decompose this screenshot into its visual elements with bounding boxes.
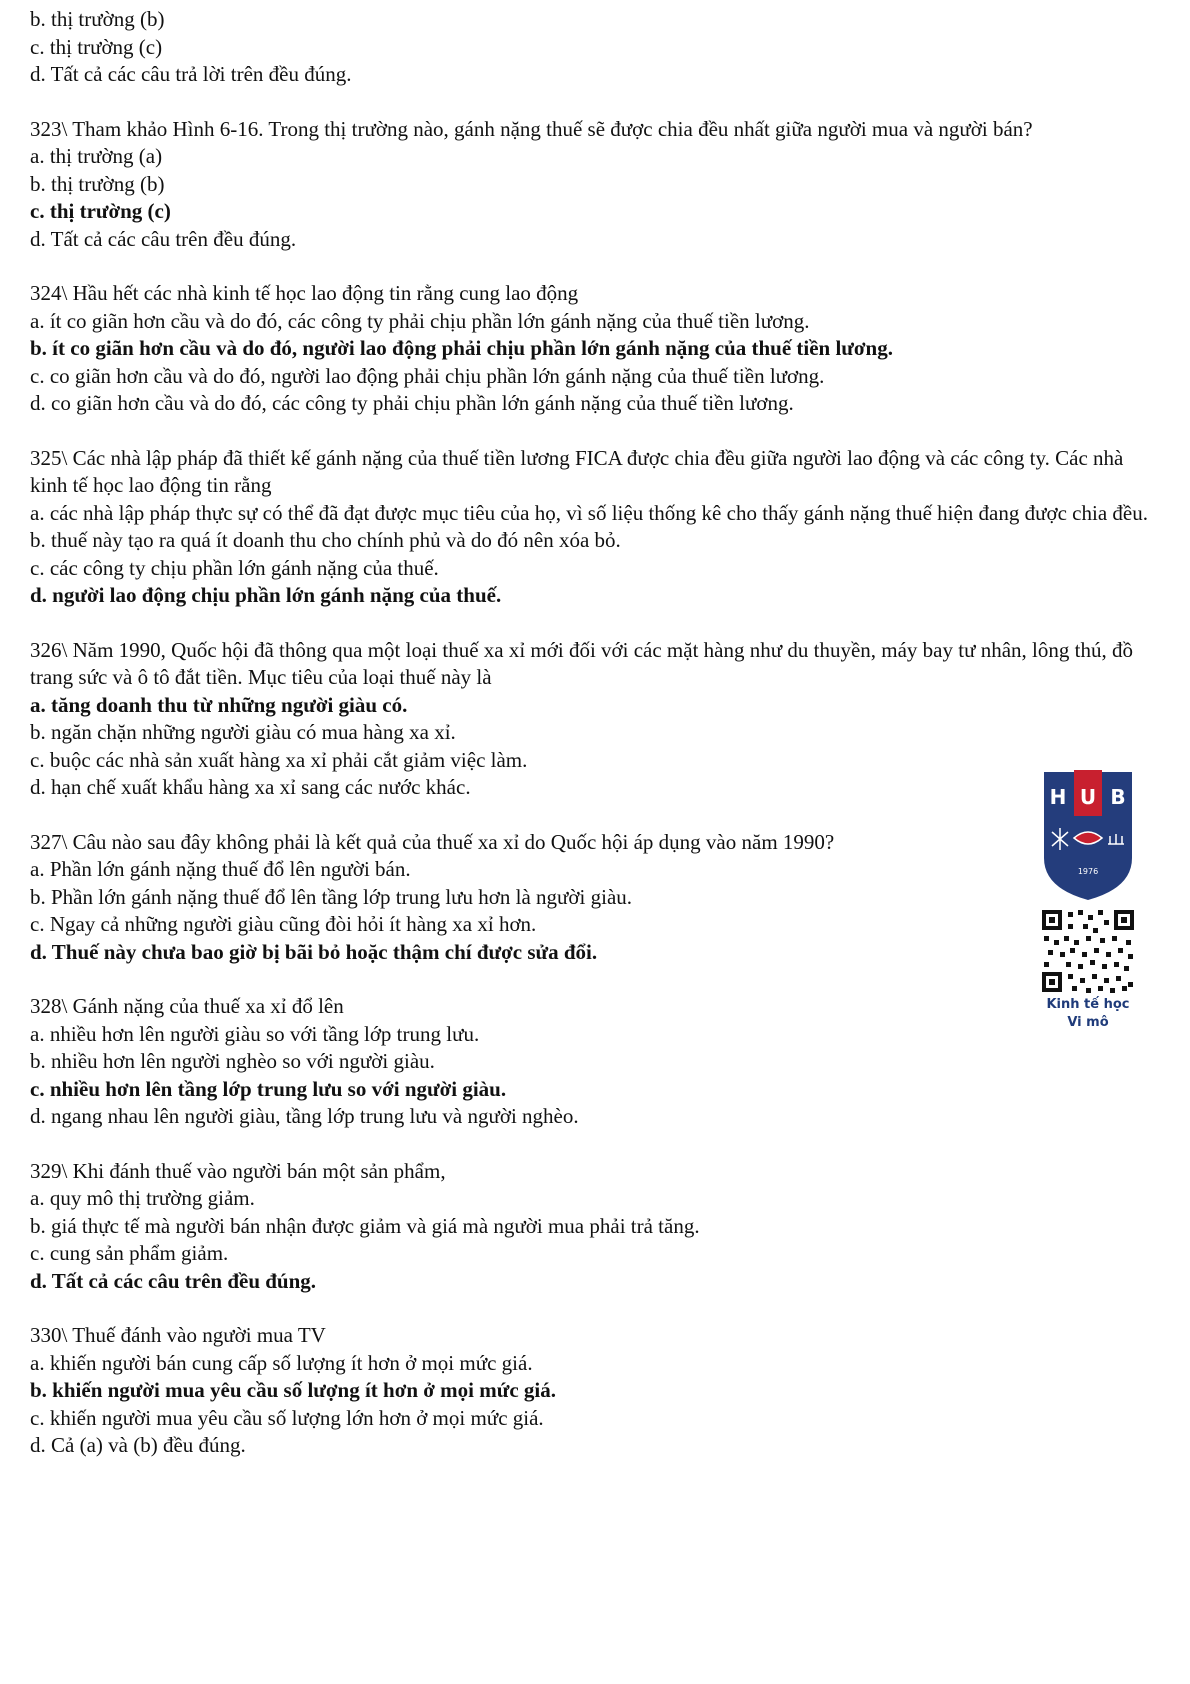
- text-line: a. ít co giãn hơn cầu và do đó, các công ty phải chịu phần lớn gánh nặng của thuế tiền lương.: [30, 308, 810, 333]
- answer-correct-line: b. ít co giãn hơn cầu và do đó, người lao động phải chịu phần lớn gánh nặng của thuế tiền lương.: [30, 336, 893, 360]
- text-line: 325\ Các nhà lập pháp đã thiết kế gánh nặng của thuế tiền lương FICA được chia đều giữa người lao động và các công ty. Các nhà kinh tế học lao động tin rằng: [30, 445, 1124, 497]
- text-line: c. buộc các nhà sản xuất hàng xa xỉ phải cắt giảm việc làm.: [30, 747, 528, 772]
- text-line: b. ngăn chặn những người giàu có mua hàng xa xỉ.: [30, 720, 456, 744]
- answer-correct-line: d. người lao động chịu phần lớn gánh nặng của thuế.: [30, 583, 502, 607]
- text-line: 329\ Khi đánh thuế vào người bán một sản phẩm,: [30, 1158, 446, 1183]
- text-line: a. các nhà lập pháp thực sự có thể đã đạt được mục tiêu của họ, vì số liệu thống kê cho thấy gánh nặng thuế hiện đang được chia đều.: [30, 500, 1148, 525]
- document-body: [30, 6, 1170, 1460]
- text-line: c. khiến người mua yêu cầu số lượng lớn hơn ở mọi mức giá.: [30, 1405, 544, 1430]
- text-line: b. giá thực tế mà người bán nhận được giảm và giá mà người mua phải trả tăng.: [30, 1213, 700, 1238]
- text-line: 326\ Năm 1990, Quốc hội đã thông qua một loại thuế xa xỉ mới đối với các mặt hàng như du thuyền, máy bay tư nhân, lông thú, đồ trang sức và ô tô đắt tiền. Mục tiêu của loại thuế này là: [30, 637, 1133, 689]
- paragraph-gap: [30, 1131, 1170, 1158]
- logo-caption-title: Kinh tế học: [1046, 997, 1130, 1012]
- text-line: b. nhiều hơn lên người nghèo so với người giàu.: [30, 1049, 435, 1073]
- text-line: 324\ Hầu hết các nhà kinh tế học lao động tin rằng cung lao động: [30, 281, 579, 305]
- text-line: 327\ Câu nào sau đây không phải là kết quả của thuế xa xỉ do Quốc hội áp dụng vào năm 1990?: [30, 829, 835, 854]
- answer-correct-line: c. nhiều hơn lên tầng lớp trung lưu so với người giàu.: [30, 1076, 507, 1101]
- paragraph-gap: [30, 89, 1170, 116]
- text-line: a. nhiều hơn lên người giàu so với tầng lớp trung lưu.: [30, 1021, 480, 1046]
- paragraph-gap: [30, 1295, 1170, 1322]
- answer-correct-line: d. Thuế này chưa bao giờ bị bãi bỏ hoặc thậm chí được sửa đổi.: [30, 939, 598, 964]
- text-line: a. thị trường (a): [30, 144, 163, 168]
- text-line: d. Cả (a) và (b) đều đúng.: [30, 1433, 246, 1457]
- qr-code-icon: [1038, 906, 1138, 996]
- text-line: d. Tất cả các câu trên đều đúng.: [30, 226, 297, 251]
- paragraph-gap: [30, 966, 1170, 993]
- text-line: b. thị trường (b): [30, 171, 165, 196]
- text-line: a. khiến người bán cung cấp số lượng ít hơn ở mọi mức giá.: [30, 1350, 533, 1375]
- paragraph-gap: [30, 253, 1170, 280]
- text-line: c. các công ty chịu phần lớn gánh nặng của thuế.: [30, 555, 439, 580]
- text-line: c. cung sản phẩm giảm.: [30, 1241, 229, 1265]
- logo-caption-subtitle: Vi mô: [1067, 1015, 1109, 1030]
- text-line: c. thị trường (c): [30, 34, 163, 59]
- text-line: d. ngang nhau lên người giàu, tầng lớp trung lưu và người nghèo.: [30, 1104, 579, 1128]
- text-line: d. co giãn hơn cầu và do đó, các công ty phải chịu phần lớn gánh nặng của thuế tiền lương.: [30, 391, 794, 415]
- text-line: 328\ Gánh nặng của thuế xa xỉ đổ lên: [30, 994, 344, 1018]
- text-line: 330\ Thuế đánh vào người mua TV: [30, 1323, 326, 1347]
- text-line: c. co giãn hơn cầu và do đó, người lao động phải chịu phần lớn gánh nặng của thuế tiền lương.: [30, 363, 825, 388]
- text-line: b. Phần lớn gánh nặng thuế đổ lên tầng lớp trung lưu hơn là người giàu.: [30, 884, 633, 909]
- paragraph-gap: [30, 418, 1170, 445]
- hub-logo: [1038, 770, 1138, 1032]
- text-line: 323\ Tham khảo Hình 6-16. Trong thị trường nào, gánh nặng thuế sẽ được chia đều nhất giữa người mua và người bán?: [30, 116, 1033, 141]
- answer-correct-line: c. thị trường (c): [30, 199, 171, 223]
- text-line: b. thuế này tạo ra quá ít doanh thu cho chính phủ và do đó nên xóa bỏ.: [30, 528, 621, 552]
- answer-correct-line: b. khiến người mua yêu cầu số lượng ít hơn ở mọi mức giá.: [30, 1378, 556, 1402]
- text-line: d. Tất cả các câu trả lời trên đều đúng.: [30, 62, 352, 86]
- text-line: a. Phần lớn gánh nặng thuế đổ lên người bán.: [30, 857, 411, 881]
- answer-correct-line: a. tăng doanh thu từ những người giàu có.: [30, 692, 408, 717]
- logo-letter-h: H: [1049, 785, 1067, 809]
- logo-letter-b: B: [1110, 785, 1126, 809]
- logo-year: 1976: [1077, 867, 1099, 876]
- text-line: a. quy mô thị trường giảm.: [30, 1186, 255, 1210]
- logo-letter-u: U: [1079, 785, 1097, 809]
- text-line: b. thị trường (b): [30, 7, 165, 31]
- text-line: c. Ngay cả những người giàu cũng đòi hỏi ít hàng xa xỉ hơn.: [30, 912, 537, 936]
- paragraph-gap: [30, 610, 1170, 637]
- paragraph-gap: [30, 802, 1170, 829]
- text-line: d. hạn chế xuất khẩu hàng xa xỉ sang các nước khác.: [30, 775, 471, 799]
- answer-correct-line: d. Tất cả các câu trên đều đúng.: [30, 1268, 317, 1293]
